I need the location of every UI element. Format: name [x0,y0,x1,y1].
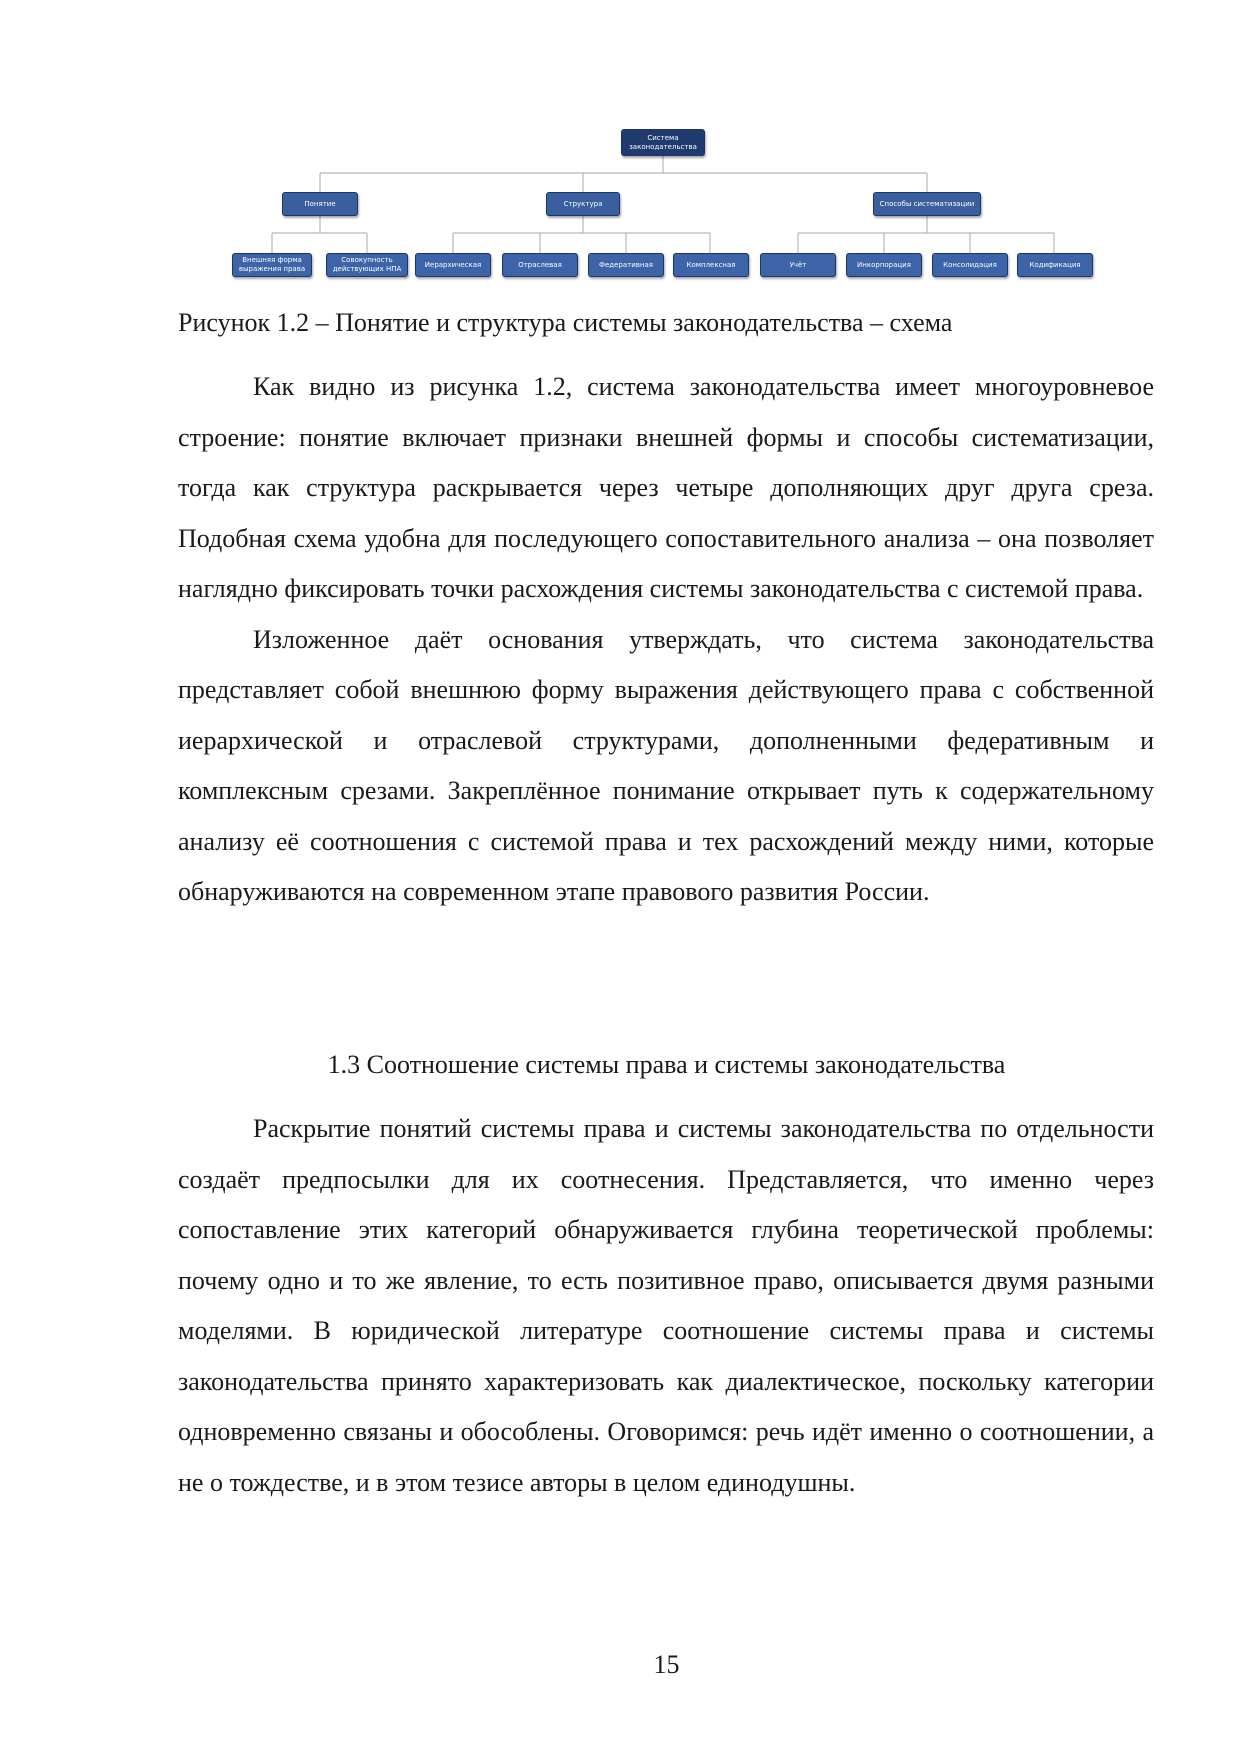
body-text-section-a [178,362,1154,918]
diagram-leaf-federative: Федеративная [588,253,664,277]
diagram-leaf-codification: Кодификация [1017,253,1093,277]
diagram-leaf-accounting: Учёт [760,253,836,277]
diagram-leaf-consolidation: Консолидация [932,253,1008,277]
diagram-leaf-sectoral: Отраслевая [502,253,578,277]
paragraph: Как видно из рисунка 1.2, система законодательства имеет многоуровневое строение: понятие включает признаки внешней формы и способы систематизации, тогда как структура раскрывается через четыре дополняющих друг друга среза. Подобная схема удобна для последующего сопоставительного анализа – она позволяет наглядно фиксировать точки расхождения системы законодательства с системой права. [178,372,1154,603]
diagram-leaf-npa-totality: Совокупность действующих НПА [326,253,408,277]
section-heading: 1.3 Соотношение системы права и системы законодательства [327,1050,1006,1079]
diagram-node-root: Система законодательства [621,129,705,156]
page-number: 15 [653,1650,680,1679]
diagram-node-systematization: Способы систематизации [873,192,981,216]
diagram-node-structure: Структура [546,192,620,216]
structure-diagram [0,0,1241,300]
diagram-node-concept: Понятие [282,192,358,216]
diagram-leaf-hierarchical: Иерархическая [415,253,491,277]
diagram-leaf-complex: Комплексная [673,253,749,277]
diagram-leaf-external-form: Внешняя форма выражения права [232,253,312,277]
paragraph: Раскрытие понятий системы права и системы законодательства по отдельности создаёт предпосылки для их соотнесения. Представляется, что именно через сопоставление этих категорий обнаруживается глубина теоретической проблемы: почему одно и то же явление, то есть позитивное право, описывается двумя разными моделями. В юридической литературе соотношение системы права и системы законодательства принято характеризовать как диалектическое, поскольку категории одновременно связаны и обособлены. Оговоримся: речь идёт именно о соотношении, а не о тождестве, и в этом тезисе авторы в целом единодушны. [178,1114,1154,1497]
body-text-section-b [178,1104,1154,1508]
figure-caption: Рисунок 1.2 – Понятие и структура системы законодательства – схема [178,308,953,337]
paragraph: Изложенное даёт основания утверждать, что система законодательства представляет собой внешнюю форму выражения действующего права с собственной иерархической и отраслевой структурами, дополненными федеративным и комплексным срезами. Закреплённое понимание открывает путь к содержательному анализу её соотношения с системой права и тех расхождений между ними, которые обнаруживаются на современном этапе правового развития России. [178,624,1154,906]
diagram-leaf-incorporation: Инкорпорация [846,253,922,277]
